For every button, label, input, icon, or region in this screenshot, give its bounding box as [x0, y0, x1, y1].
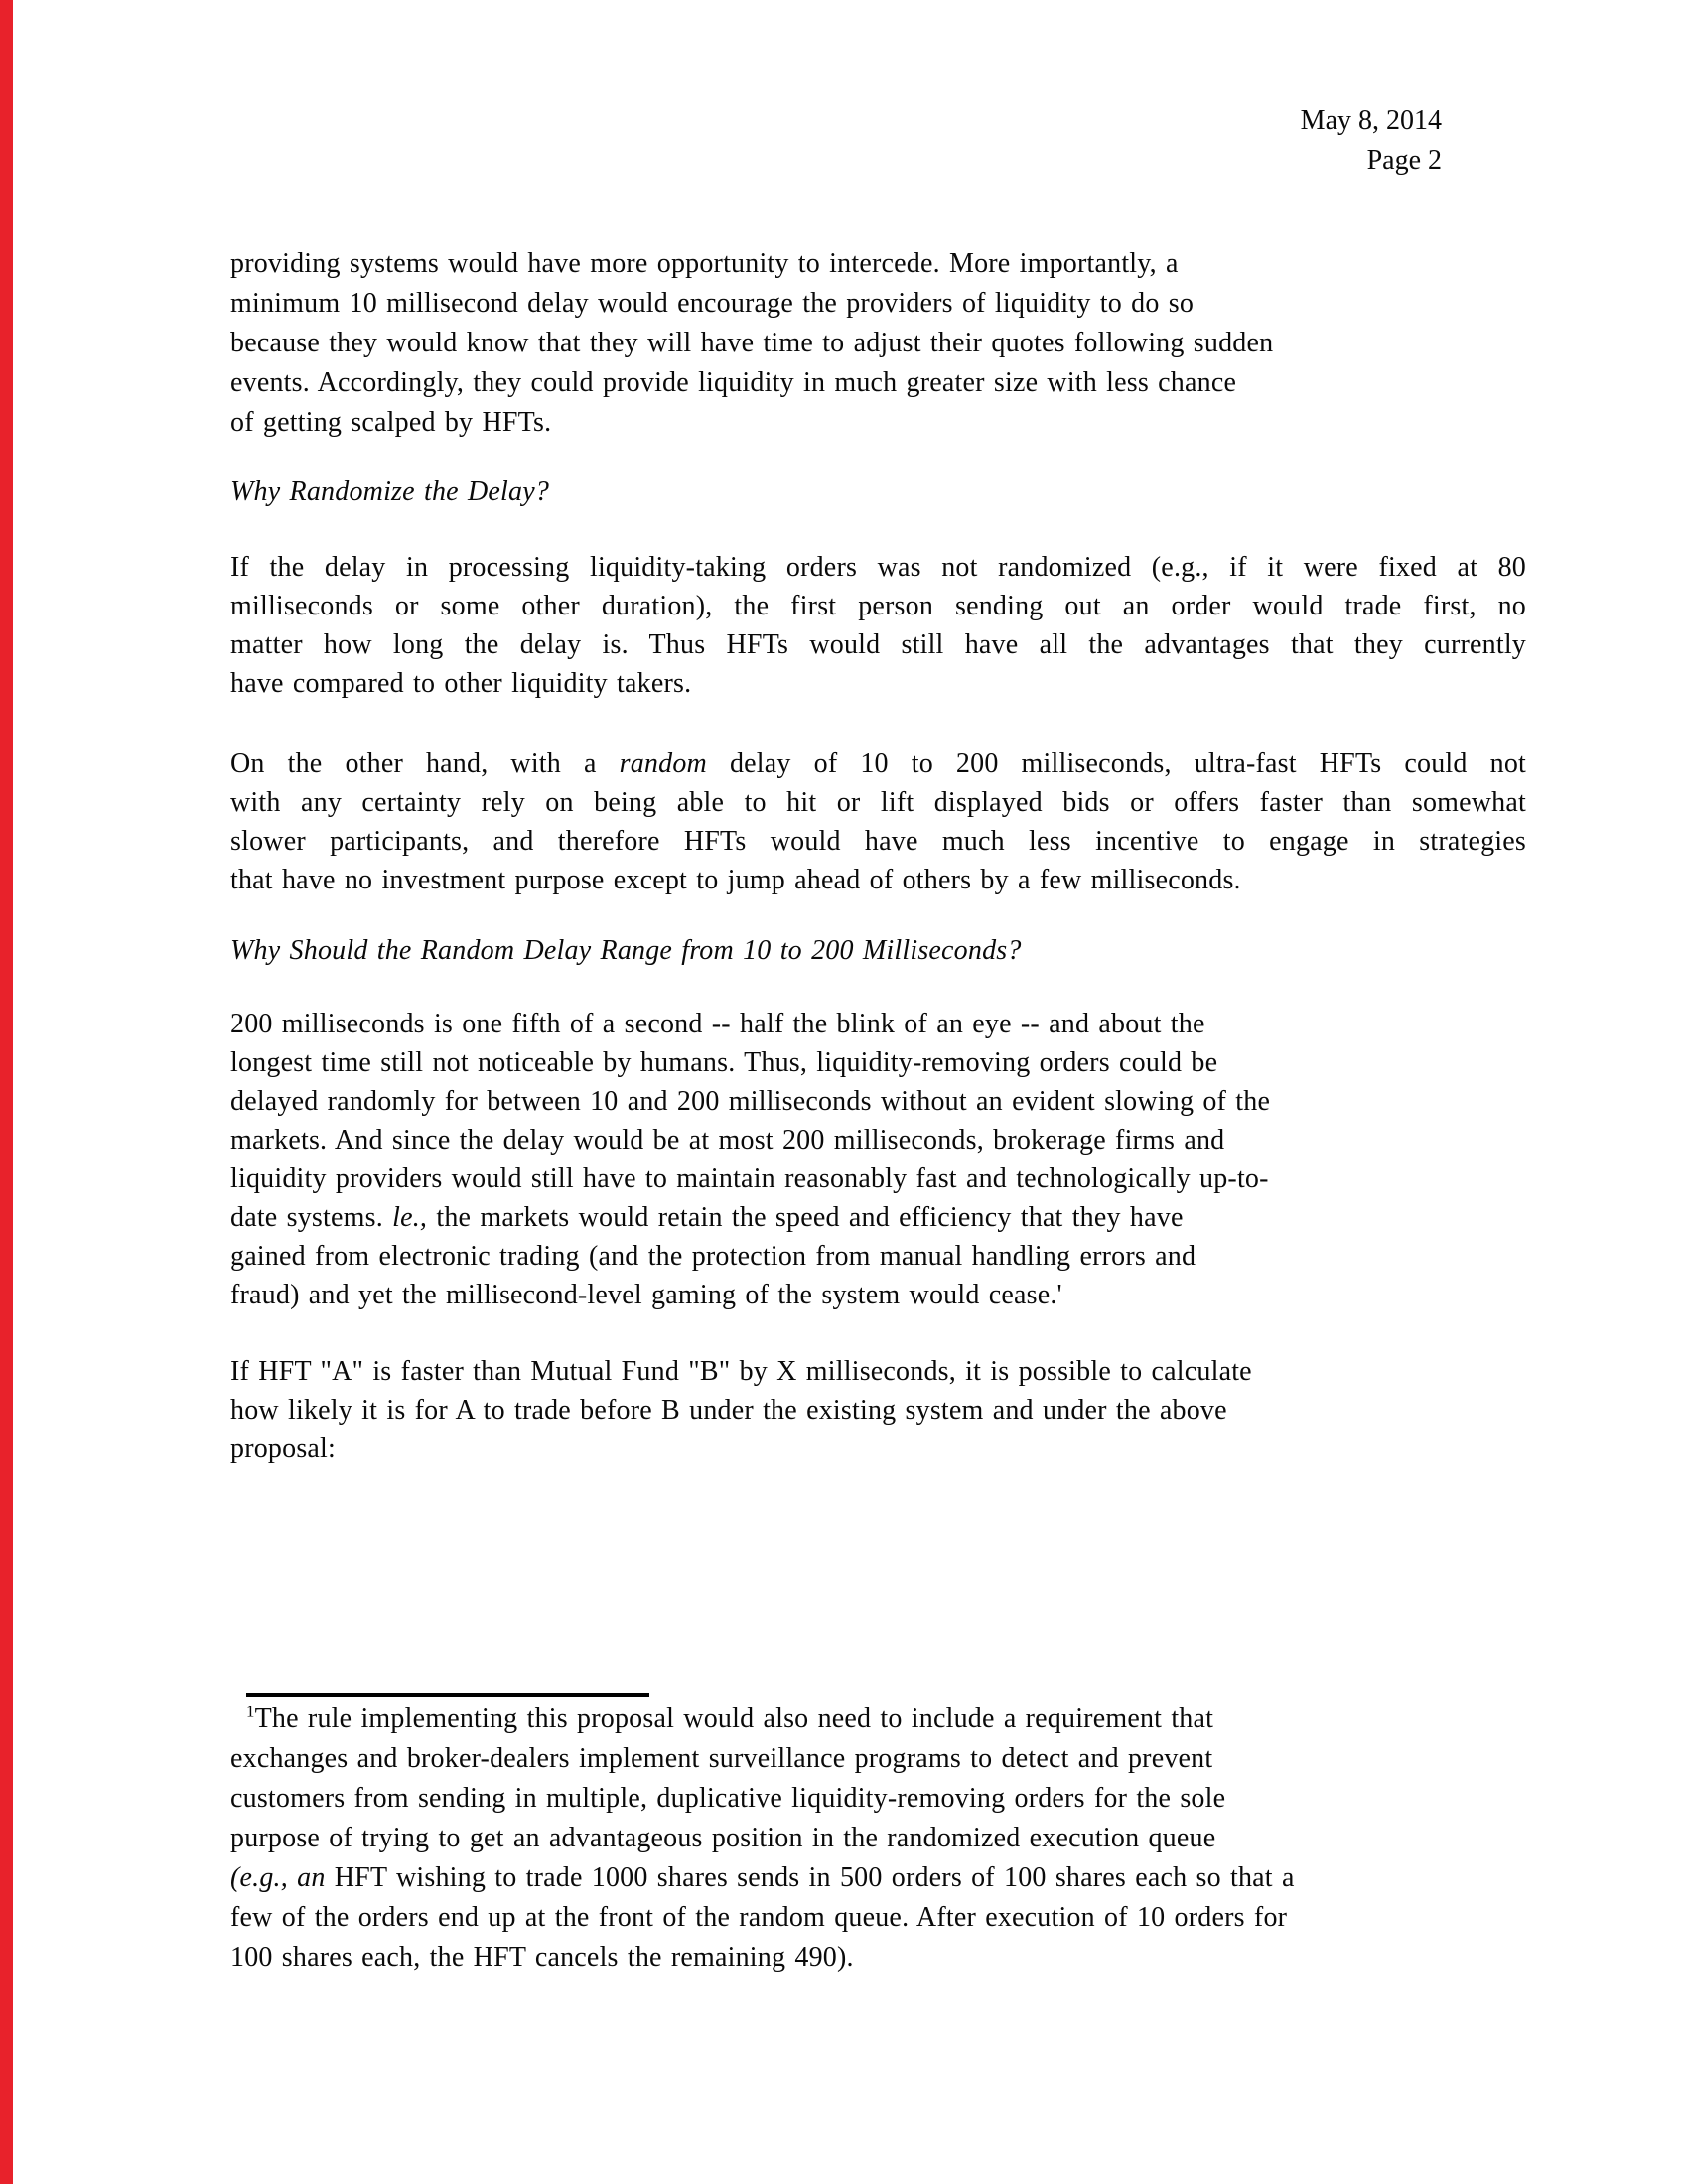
paragraph-5: If HFT "A" is faster than Mutual Fund "B" by X milliseconds, it is possible to calculate how likely it is for A to trade before B under the existing system and under the above proposal:	[230, 1356, 1252, 1464]
section-heading-1: Why Randomize the Delay?	[230, 477, 550, 507]
page-header	[230, 101, 1442, 181]
page-edge-stripe	[0, 0, 13, 2184]
footnote-separator	[246, 1693, 649, 1697]
section-heading-2: Why Should the Random Delay Range from 10 to 200 Milliseconds?	[230, 935, 1022, 966]
paragraph-2: If the delay in processing liquidity-taking orders was not randomized (e.g., if it were fixed at 80 milliseconds or some other duration), the first person sending out an order would trade first, no matter how long the delay is. Thus HFTs would still have all the advantages that they currently have compared to other liquidity takers.	[230, 552, 1526, 699]
footnote-text: $^1$The rule implementing this proposal would also need to include a requirement that exchanges and broker-dealers implement surveillance programs to detect and prevent customers from sending in multiple, duplicative liquidity-removing orders for the sole purpose of trying to get an advantageous position in the randomized execution queue (e.g., an HFT wishing to trade 1000 shares sends in 500 orders of 100 shares each so that a few of the orders end up at the front of the random queue. After execution of 10 orders for 100 shares each, the HFT cancels the remaining 490).	[230, 1702, 1295, 1973]
paragraph-3: On the other hand, with a random delay of 10 to 200 milliseconds, ultra-fast HFTs could not with any certainty rely on being able to hit or lift displayed bids or offers faster than somewhat slower participants, and therefore HFTs would have much less incentive to engage in strategies that have no investment purpose except to jump ahead of others by a few milliseconds.	[230, 749, 1526, 895]
header-date: May 8, 2014	[1300, 105, 1442, 136]
header-page-number: Page 2	[1366, 145, 1442, 176]
paragraph-4: 200 milliseconds is one fifth of a second -- half the blink of an eye -- and about the longest time still not noticeable by humans. Thus, liquidity-removing orders could be delayed randomly for between 10 and 200 milliseconds without an evident slowing of the markets. And since the delay would be at most 200 milliseconds, brokerage firms and liquidity providers would still have to maintain reasonably fast and technologically up-to- date systems. le., the markets would retain the speed and efficiency that they have gained from electronic trading (and the protection from manual handling errors and fraud) and yet the millisecond-level gaming of the system would cease.'	[230, 1009, 1271, 1310]
paragraph-1: providing systems would have more opportunity to intercede. More importantly, a minimum 10 millisecond delay would encourage the providers of liquidity to do so because they would know that they will have time to adjust their quotes following sudden events. Accordingly, they could provide liquidity in much greater size with less chance of getting scalped by HFTs.	[230, 248, 1274, 438]
